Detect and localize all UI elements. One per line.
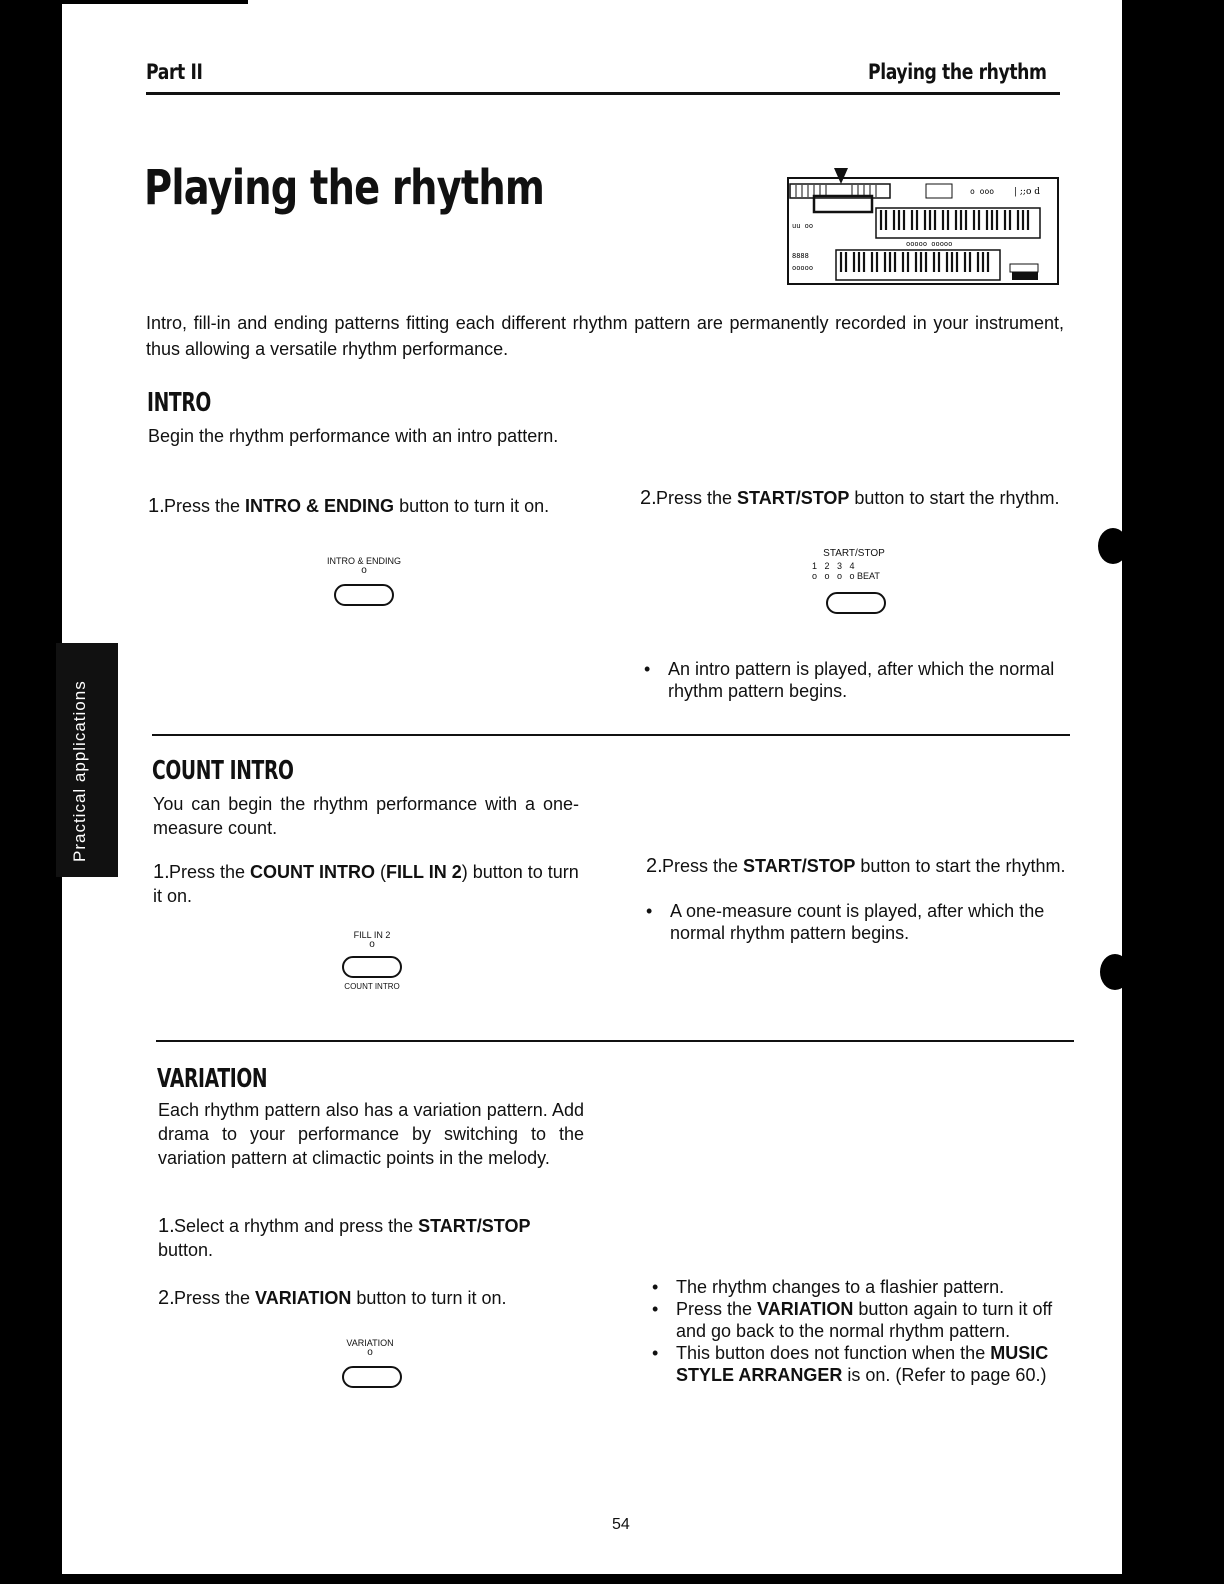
scan-border-bottom <box>0 1574 1224 1584</box>
section-divider <box>152 734 1070 736</box>
intro-step-2: 2.Press the START/STOP button to start the rhythm. <box>640 487 1060 509</box>
variation-step-1: 1.Select a rhythm and press the START/STOP button. <box>158 1215 531 1260</box>
step-number: 1. <box>153 861 170 883</box>
intro-note: • An intro pattern is played, after which the normal rhythm pattern begins. <box>644 659 1055 701</box>
header-section: Playing the rhythm <box>868 60 1047 84</box>
count-intro-step-2: 2.Press the START/STOP button to start the rhythm. <box>646 855 1066 877</box>
variation-led: o <box>367 1347 373 1358</box>
intro-ending-led: o <box>361 565 367 576</box>
count-intro-note: • A one-measure count is played, after which the normal rhythm pattern begins. <box>646 901 1045 943</box>
intro-step-1: 1.Press the INTRO & ENDING button to turn it on. <box>148 495 550 517</box>
bullet-icon: • <box>652 1277 659 1297</box>
step-number: 2. <box>640 487 657 509</box>
intro-heading: INTRO <box>147 388 211 418</box>
variation-heading: VARIATION <box>157 1064 268 1094</box>
variation-button-label: VARIATION <box>346 1338 394 1348</box>
binder-hole-mark <box>1100 954 1130 990</box>
start-stop-button[interactable] <box>826 592 886 614</box>
svg-text:o ooo: o ooo <box>970 187 995 196</box>
instrument-panel-diagram <box>786 168 1060 286</box>
variation-note-1: • The rhythm changes to a flashier pattern. <box>652 1277 1005 1297</box>
svg-text:8888: 8888 <box>792 252 809 260</box>
step-number: 1. <box>158 1215 175 1237</box>
intro-ending-button-label: INTRO & ENDING <box>326 556 401 566</box>
count-intro-heading: COUNT INTRO <box>152 756 294 786</box>
count-intro-sublabel: COUNT INTRO <box>344 982 400 991</box>
bullet-icon: • <box>646 901 653 921</box>
beat-numbers: 1 2 3 4 <box>812 561 855 571</box>
header-part: Part II <box>146 60 203 84</box>
svg-text:ooooo ooooo: ooooo ooooo <box>906 240 953 248</box>
step-number: 1. <box>148 495 165 517</box>
scan-top-edge <box>248 0 1122 5</box>
scan-border-left <box>0 0 56 1584</box>
beat-leds: o o o o BEAT <box>812 571 880 581</box>
intro-ending-button[interactable] <box>334 584 394 606</box>
step-number: 2. <box>646 855 663 877</box>
bullet-icon: • <box>652 1299 659 1319</box>
step-number: 2. <box>158 1287 175 1309</box>
variation-step-2: 2.Press the VARIATION button to turn it on. <box>158 1287 507 1309</box>
binder-hole-mark <box>1098 528 1128 564</box>
svg-text:uu oo: uu oo <box>792 222 814 230</box>
section-divider <box>156 1040 1074 1042</box>
header-rule <box>146 92 1060 95</box>
svg-text:ooooo: ooooo <box>792 264 814 272</box>
side-tab-label: Practical applications <box>70 680 89 862</box>
count-intro-description: You can begin the rhythm performance with a one-measure count. <box>153 794 579 838</box>
page-number: 54 <box>612 1516 630 1533</box>
start-stop-button-label: START/STOP <box>823 548 885 559</box>
fill-in-2-button[interactable] <box>342 956 402 978</box>
bullet-icon: • <box>644 659 651 679</box>
variation-note-3: • This button does not function when the MUSIC STYLE ARRANGER is on. (Refer to page 60.) <box>652 1343 1049 1385</box>
fill-in-2-led: o <box>369 939 375 950</box>
intro-paragraph: Intro, fill-in and ending patterns fitting each different rhythm pattern are permanently recorded in your instrument, thus allowing a versatile rhythm performance. <box>146 313 1064 359</box>
svg-text:| ;;o d: | ;;o d <box>1014 187 1040 197</box>
variation-button[interactable] <box>342 1366 402 1388</box>
bullet-icon: • <box>652 1343 659 1363</box>
count-intro-step-1: 1.Press the COUNT INTRO (FILL IN 2) button to turn it on. <box>153 861 579 906</box>
scan-border-right <box>1122 0 1224 1584</box>
fill-in-2-button-label: FILL IN 2 <box>353 930 391 940</box>
variation-note-2: • Press the VARIATION button again to turn it off and go back to the normal rhythm pattern. <box>652 1299 1053 1341</box>
variation-description: Each rhythm pattern also has a variation pattern. Add drama to your performance by switching to the variation pattern at climactic points in the melody. <box>158 1100 584 1168</box>
intro-description: Begin the rhythm performance with an intro pattern. <box>148 426 559 446</box>
page-title: Playing the rhythm <box>144 160 545 216</box>
